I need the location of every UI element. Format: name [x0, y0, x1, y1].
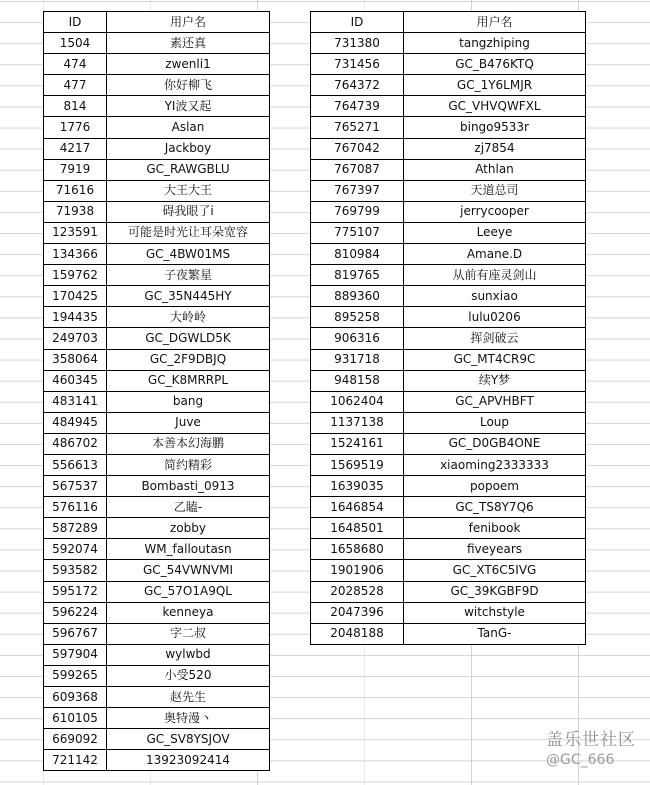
username-cell[interactable]: GC_DGWLD5K [107, 328, 270, 349]
watermark-brand: 盖乐世社区 [546, 730, 636, 751]
username-cell[interactable]: GC_MT4CR9C [404, 349, 586, 370]
table-row [44, 75, 270, 96]
username-cell[interactable]: GC_XT6C5IVG [404, 560, 586, 581]
username-cell[interactable]: 你好柳飞 [107, 75, 270, 96]
username-cell[interactable]: 奥特漫丶 [107, 708, 270, 729]
username-cell[interactable]: zobby [107, 518, 270, 539]
user-id-cell[interactable]: 134366 [44, 244, 107, 265]
table-row [44, 708, 270, 729]
user-id-cell[interactable]: 576116 [44, 497, 107, 518]
username-cell[interactable]: 天道总司 [404, 180, 586, 201]
table-row [44, 644, 270, 665]
user-id-cell[interactable]: 609368 [44, 687, 107, 708]
user-id-cell[interactable]: 249703 [44, 328, 107, 349]
username-cell[interactable]: 字二叔 [107, 623, 270, 644]
id-column-header[interactable]: ID [44, 12, 107, 33]
username-cell[interactable]: lulu0206 [404, 307, 586, 328]
username-cell[interactable]: 大王大王 [107, 180, 270, 201]
username-cell[interactable]: GC_4BW01MS [107, 244, 270, 265]
table-row [44, 159, 270, 180]
table-row [44, 180, 270, 201]
username-cell[interactable]: 13923092414 [107, 750, 270, 771]
table-row [44, 476, 270, 497]
username-cell[interactable]: Loup [404, 412, 586, 433]
table-row [44, 244, 270, 265]
user-id-cell[interactable]: 769799 [311, 201, 404, 222]
table-row [44, 138, 270, 159]
username-cell[interactable]: Aslan [107, 117, 270, 138]
table-row [311, 539, 586, 560]
table-row [44, 687, 270, 708]
user-id-cell[interactable]: 895258 [311, 307, 404, 328]
table-row [44, 602, 270, 623]
username-cell[interactable]: zj7854 [404, 138, 586, 159]
user-id-cell[interactable]: 597904 [44, 644, 107, 665]
user-id-cell[interactable]: 1639035 [311, 476, 404, 497]
table-row [311, 33, 586, 54]
user-id-cell[interactable]: 819765 [311, 265, 404, 286]
user-id-cell[interactable]: 194435 [44, 307, 107, 328]
user-id-cell[interactable]: 767397 [311, 180, 404, 201]
username-cell[interactable]: 挥剑破云 [404, 328, 586, 349]
user-id-cell[interactable]: 931718 [311, 349, 404, 370]
table-row [44, 433, 270, 454]
user-id-cell[interactable]: 587289 [44, 518, 107, 539]
user-id-cell[interactable]: 592074 [44, 539, 107, 560]
community-watermark [546, 730, 636, 769]
user-id-cell[interactable]: 767087 [311, 159, 404, 180]
username-cell[interactable]: Jackboy [107, 138, 270, 159]
table-row [311, 265, 586, 286]
user-id-cell[interactable]: 721142 [44, 750, 107, 771]
table-row [311, 180, 586, 201]
user-id-cell[interactable]: 358064 [44, 349, 107, 370]
user-id-cell[interactable]: 596767 [44, 623, 107, 644]
table-row [44, 454, 270, 475]
username-cell[interactable]: GC_54VWNVMI [107, 560, 270, 581]
table-row [311, 222, 586, 243]
table-row [44, 750, 270, 771]
username-cell[interactable]: fenibook [404, 518, 586, 539]
table-row [44, 307, 270, 328]
user-id-cell[interactable]: 610105 [44, 708, 107, 729]
user-id-cell[interactable]: 1524161 [311, 433, 404, 454]
table-row [44, 33, 270, 54]
username-cell[interactable]: GC_39KGBF9D [404, 581, 586, 602]
user-id-cell[interactable]: 775107 [311, 222, 404, 243]
table-row [44, 370, 270, 391]
user-id-cell[interactable]: 4217 [44, 138, 107, 159]
table-row [44, 96, 270, 117]
username-cell[interactable]: YI波又起 [107, 96, 270, 117]
username-cell[interactable]: 从前有座灵剑山 [404, 265, 586, 286]
table-row [44, 54, 270, 75]
left-user-table [43, 11, 270, 771]
user-id-cell[interactable]: 477 [44, 75, 107, 96]
username-cell[interactable]: popoem [404, 476, 586, 497]
table-row [44, 328, 270, 349]
table-row [311, 201, 586, 222]
user-id-cell[interactable]: 764739 [311, 96, 404, 117]
user-id-cell[interactable]: 159762 [44, 265, 107, 286]
table-row [44, 518, 270, 539]
user-id-cell[interactable]: 474 [44, 54, 107, 75]
user-id-cell[interactable]: 948158 [311, 370, 404, 391]
table-row [311, 244, 586, 265]
user-id-cell[interactable]: 767042 [311, 138, 404, 159]
username-cell[interactable]: tangzhiping [404, 33, 586, 54]
user-id-cell[interactable]: 556613 [44, 454, 107, 475]
user-id-cell[interactable]: 567537 [44, 476, 107, 497]
table-row [311, 117, 586, 138]
table-row [311, 497, 586, 518]
table-row [44, 539, 270, 560]
table-row [44, 117, 270, 138]
username-cell[interactable]: GC_B476KTQ [404, 54, 586, 75]
username-cell[interactable]: 碍我眼了i [107, 201, 270, 222]
table-row [44, 391, 270, 412]
user-id-cell[interactable]: 814 [44, 96, 107, 117]
username-cell[interactable]: 续Y梦 [404, 370, 586, 391]
table-row [311, 96, 586, 117]
username-cell[interactable]: witchstyle [404, 602, 586, 623]
user-id-cell[interactable]: 1658680 [311, 539, 404, 560]
table-row [311, 412, 586, 433]
table-row [311, 54, 586, 75]
user-id-cell[interactable]: 1646854 [311, 497, 404, 518]
username-cell[interactable]: bingo9533r [404, 117, 586, 138]
username-cell[interactable]: 素还真 [107, 33, 270, 54]
user-id-cell[interactable]: 2048188 [311, 623, 404, 644]
user-id-cell[interactable]: 731380 [311, 33, 404, 54]
username-cell[interactable]: GC_D0GB4ONE [404, 433, 586, 454]
user-id-cell[interactable]: 596224 [44, 602, 107, 623]
user-id-cell[interactable]: 1569519 [311, 454, 404, 475]
table-row [44, 265, 270, 286]
header-row [311, 12, 586, 33]
user-id-cell[interactable]: 889360 [311, 286, 404, 307]
username-cell[interactable]: 乙瞌- [107, 497, 270, 518]
table-row [311, 581, 586, 602]
username-cell[interactable]: bang [107, 391, 270, 412]
table-row [311, 454, 586, 475]
table-row [311, 623, 586, 644]
table-row [311, 560, 586, 581]
user-id-cell[interactable]: 1776 [44, 117, 107, 138]
user-id-cell[interactable]: 810984 [311, 244, 404, 265]
right-user-table [310, 11, 586, 645]
username-cell[interactable]: GC_35N445HY [107, 286, 270, 307]
username-cell[interactable]: Bombasti_0913 [107, 476, 270, 497]
username-cell[interactable]: xiaoming2333333 [404, 454, 586, 475]
table-row [44, 729, 270, 750]
user-id-cell[interactable]: 71616 [44, 180, 107, 201]
user-id-cell[interactable]: 731456 [311, 54, 404, 75]
username-cell[interactable]: TanG- [404, 623, 586, 644]
username-column-header[interactable]: 用户名 [107, 12, 270, 33]
table-row [311, 328, 586, 349]
username-cell[interactable]: sunxiao [404, 286, 586, 307]
table-row [311, 602, 586, 623]
username-cell[interactable]: wylwbd [107, 644, 270, 665]
table-row [311, 433, 586, 454]
table-row [44, 412, 270, 433]
username-cell[interactable]: 可能是时光让耳朵宽容 [107, 222, 270, 243]
username-cell[interactable]: 子夜繁星 [107, 265, 270, 286]
user-id-cell[interactable]: 460345 [44, 370, 107, 391]
table-row [44, 623, 270, 644]
username-cell[interactable]: fiveyears [404, 539, 586, 560]
table-row [44, 560, 270, 581]
username-cell[interactable]: Amane.D [404, 244, 586, 265]
user-id-cell[interactable]: 2047396 [311, 602, 404, 623]
table-row [311, 138, 586, 159]
username-cell[interactable]: GC_RAWGBLU [107, 159, 270, 180]
username-cell[interactable]: 小受520 [107, 665, 270, 686]
username-cell[interactable]: 本善本幻海鹏 [107, 433, 270, 454]
table-row [311, 476, 586, 497]
table-row [311, 391, 586, 412]
username-cell[interactable]: 大岭岭 [107, 307, 270, 328]
table-row [311, 349, 586, 370]
table-row [311, 159, 586, 180]
user-id-cell[interactable]: 765271 [311, 117, 404, 138]
user-id-cell[interactable]: 484945 [44, 412, 107, 433]
table-row [311, 518, 586, 539]
username-cell[interactable]: kenneya [107, 602, 270, 623]
user-id-cell[interactable]: 170425 [44, 286, 107, 307]
user-id-cell[interactable]: 599265 [44, 665, 107, 686]
username-cell[interactable]: GC_1Y6LMJR [404, 75, 586, 96]
table-row [44, 497, 270, 518]
username-cell[interactable]: WM_falloutasn [107, 539, 270, 560]
username-cell[interactable]: GC_2F9DBJQ [107, 349, 270, 370]
username-cell[interactable]: GC_57O1A9QL [107, 581, 270, 602]
id-column-header[interactable]: ID [311, 12, 404, 33]
user-id-cell[interactable]: 71938 [44, 201, 107, 222]
user-id-cell[interactable]: 595172 [44, 581, 107, 602]
user-id-cell[interactable]: 7919 [44, 159, 107, 180]
user-id-cell[interactable]: 1648501 [311, 518, 404, 539]
username-cell[interactable]: jerrycooper [404, 201, 586, 222]
username-cell[interactable]: GC_K8MRRPL [107, 370, 270, 391]
username-cell[interactable]: zwenli1 [107, 54, 270, 75]
user-id-cell[interactable]: 593582 [44, 560, 107, 581]
table-row [311, 286, 586, 307]
header-row [44, 12, 270, 33]
user-id-cell[interactable]: 2028528 [311, 581, 404, 602]
username-column-header[interactable]: 用户名 [404, 12, 586, 33]
user-id-cell[interactable]: 486702 [44, 433, 107, 454]
username-cell[interactable]: 赵先生 [107, 687, 270, 708]
username-cell[interactable]: GC_VHVQWFXL [404, 96, 586, 117]
table-row [44, 222, 270, 243]
user-id-cell[interactable]: 1901906 [311, 560, 404, 581]
user-id-cell[interactable]: 906316 [311, 328, 404, 349]
table-row [44, 201, 270, 222]
username-cell[interactable]: Athlan [404, 159, 586, 180]
username-cell[interactable]: Juve [107, 412, 270, 433]
user-id-cell[interactable]: 669092 [44, 729, 107, 750]
username-cell[interactable]: Leeye [404, 222, 586, 243]
username-cell[interactable]: GC_TS8Y7Q6 [404, 497, 586, 518]
table-row [44, 349, 270, 370]
user-id-cell[interactable]: 123591 [44, 222, 107, 243]
user-id-cell[interactable]: 764372 [311, 75, 404, 96]
user-id-cell[interactable]: 1062404 [311, 391, 404, 412]
username-cell[interactable]: GC_APVHBFT [404, 391, 586, 412]
table-row [44, 286, 270, 307]
user-id-cell[interactable]: 1137138 [311, 412, 404, 433]
table-row [311, 307, 586, 328]
watermark-user: @GC_666 [546, 751, 615, 768]
table-row [44, 581, 270, 602]
username-cell[interactable]: 简约精彩 [107, 454, 270, 475]
table-row [44, 665, 270, 686]
user-id-cell[interactable]: 483141 [44, 391, 107, 412]
table-row [311, 75, 586, 96]
table-row [311, 370, 586, 391]
username-cell[interactable]: GC_SV8YSJOV [107, 729, 270, 750]
user-id-cell[interactable]: 1504 [44, 33, 107, 54]
